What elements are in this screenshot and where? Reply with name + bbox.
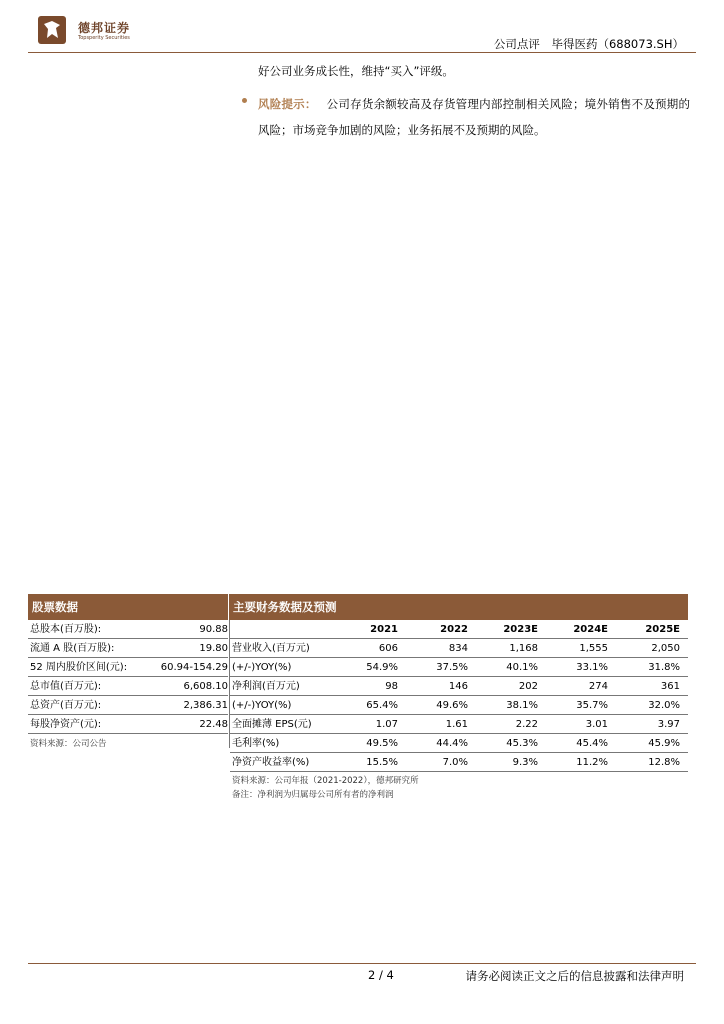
- year-header: 2022: [440, 624, 468, 635]
- cell: 32.0%: [648, 700, 680, 711]
- cell: 35.7%: [576, 700, 608, 711]
- row-label: 总股本(百万股):: [30, 624, 102, 635]
- cell: 45.3%: [506, 738, 538, 749]
- cell: 2,050: [651, 643, 680, 654]
- page-number: 2 / 4: [368, 968, 394, 982]
- cell: 1,555: [579, 643, 608, 654]
- row-label: (+/-)YOY(%): [232, 700, 292, 711]
- cell: 38.1%: [506, 700, 538, 711]
- table-row: [28, 677, 228, 696]
- cell: 1,168: [509, 643, 538, 654]
- row-value: 19.80: [199, 643, 228, 654]
- table-row: [230, 753, 688, 772]
- cell: 11.2%: [576, 757, 608, 768]
- table-row: [230, 677, 688, 696]
- table-row: [230, 734, 688, 753]
- cell: 3.97: [657, 719, 680, 730]
- risk-title: 风险提示：: [258, 97, 317, 111]
- cell: 3.01: [585, 719, 608, 730]
- logo-cn-text: 德邦证券: [78, 21, 131, 35]
- row-value: 22.48: [199, 719, 228, 730]
- table-row: [28, 639, 228, 658]
- cell: 31.8%: [648, 662, 680, 673]
- risk-text: 公司存货余额较高及存货管理内部控制相关风险；境外销售不及预期的风险；市场竞争加剧的风险；业务拓展不及预期的风险。: [258, 97, 691, 137]
- fin-table-source: 资料来源：公司年报（2021-2022），德邦研究所: [232, 776, 419, 786]
- cell: 37.5%: [436, 662, 468, 673]
- fin-table-title: 主要财务数据及预测: [229, 594, 688, 620]
- row-label: 净资产收益率(%): [232, 757, 310, 768]
- paragraph-rating: 好公司业务成长性，维持“买入”评级。: [258, 64, 454, 78]
- stock-table-title: 股票数据: [28, 594, 228, 620]
- company-name: 毕得医药（688073.SH）: [551, 37, 684, 51]
- year-header: 2025E: [645, 624, 680, 635]
- cell: 44.4%: [436, 738, 468, 749]
- cell: 606: [378, 643, 398, 654]
- header-divider: [28, 52, 696, 53]
- cell: 45.4%: [576, 738, 608, 749]
- report-type: 公司点评: [493, 37, 540, 51]
- row-value: 6,608.10: [183, 681, 228, 692]
- cell: 15.5%: [366, 757, 398, 768]
- row-value: 60.94-154.29: [160, 662, 228, 673]
- year-header: 2021: [370, 624, 398, 635]
- row-label: (+/-)YOY(%): [232, 662, 292, 673]
- row-value: 90.88: [199, 624, 228, 635]
- bullet-icon: [242, 98, 247, 103]
- cell: 49.6%: [436, 700, 468, 711]
- cell: 202: [518, 681, 538, 692]
- cell: 33.1%: [576, 662, 608, 673]
- table-row: [28, 696, 228, 715]
- cell: 361: [660, 681, 680, 692]
- cell: 40.1%: [506, 662, 538, 673]
- logo-en-text: Topsperity Securities: [78, 35, 130, 41]
- table-row: [230, 715, 688, 734]
- row-label: 52 周内股价区间(元):: [30, 662, 128, 673]
- cell: 45.9%: [648, 738, 680, 749]
- table-row: [230, 639, 688, 658]
- table-row: [230, 658, 688, 677]
- footer-disclaimer: 请务必阅读正文之后的信息披露和法律声明: [465, 969, 684, 983]
- row-label: 总市值(百万元):: [30, 681, 102, 692]
- logo-mark-icon: [38, 16, 66, 44]
- row-label: 总资产(百万元):: [30, 700, 102, 711]
- cell: 98: [385, 681, 398, 692]
- cell: 146: [448, 681, 468, 692]
- cell: 1.61: [445, 719, 468, 730]
- year-header: 2023E: [503, 624, 538, 635]
- table-header-row: [230, 620, 688, 639]
- paragraph-risk: [258, 91, 690, 143]
- year-header: 2024E: [573, 624, 608, 635]
- row-label: 毛利率(%): [232, 738, 280, 749]
- cell: 834: [448, 643, 468, 654]
- footer-divider: [28, 963, 696, 964]
- row-label: 全面摊薄 EPS(元): [232, 719, 312, 730]
- cell: 274: [588, 681, 608, 692]
- cell: 12.8%: [648, 757, 680, 768]
- fin-table-note: 备注：净利润为归属母公司所有者的净利润: [232, 790, 394, 800]
- cell: 54.9%: [366, 662, 398, 673]
- row-label: 流通 A 股(百万股):: [30, 643, 115, 654]
- table-row: [28, 658, 228, 677]
- row-value: 2,386.31: [183, 700, 228, 711]
- row-label: 净利润(百万元): [232, 681, 300, 692]
- company-logo: [38, 16, 148, 46]
- table-row: [230, 696, 688, 715]
- cell: 49.5%: [366, 738, 398, 749]
- cell: 1.07: [375, 719, 398, 730]
- table-row: [28, 715, 228, 734]
- table-row: [28, 620, 228, 639]
- cell: 65.4%: [366, 700, 398, 711]
- cell: 9.3%: [512, 757, 538, 768]
- header-info: [494, 36, 684, 52]
- row-label: 每股净资产(元):: [30, 719, 102, 730]
- row-label: 营业收入(百万元): [232, 643, 310, 654]
- stock-table-source: 资料来源：公司公告: [30, 739, 107, 749]
- cell: 2.22: [515, 719, 538, 730]
- cell: 7.0%: [442, 757, 468, 768]
